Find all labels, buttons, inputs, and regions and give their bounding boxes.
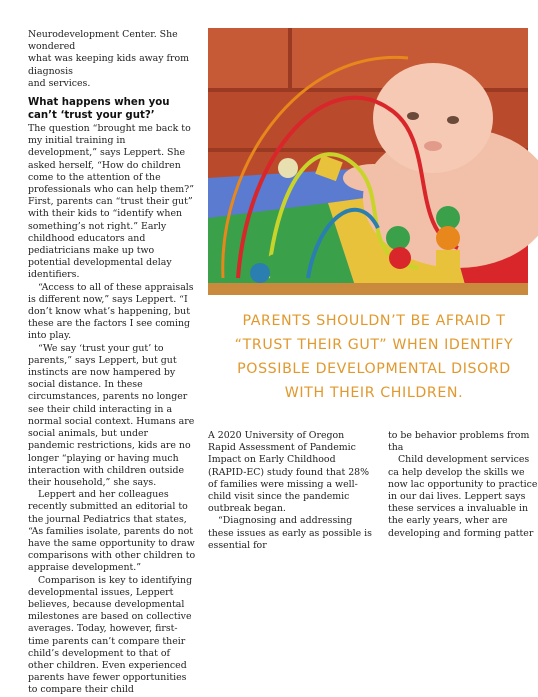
body-paragraph: “We say ‘trust your gut’ to parents,” says Leppert, but gut instincts are now hampered by social distance. In these circumstances, parents no longer see their child interacting in a normal social context. Humans are social animals, but under pandemic restrictions, kids are no longer “playing or having much interaction with children outside their household,” she says.	[28, 342, 195, 488]
body-paragraph: A 2020 University of Oregon Rapid Assessment of Pandemic Impact on Early Childhood (RAPID-EC) study found that 28% of families were missing a well-child visit since the pandemic outbreak began.	[208, 430, 370, 515]
article-photo	[208, 28, 528, 295]
right-text-column	[388, 430, 538, 540]
left-text-column	[28, 29, 196, 697]
body-paragraph: Leppert and her colleagues recently submitted an editorial to the journal Pediatrics that states, “As families isolate, parents do not have the same opportunity to draw comparisons with other children to appraise development.”	[28, 489, 196, 574]
pull-quote-line: POSSIBLE DEVELOPMENTAL DISORD	[237, 361, 511, 377]
intro-line-3: and services.	[28, 77, 91, 89]
body-paragraph: “Access to all of these appraisals is different now,” says Leppert. “I don’t know what’s happening, but these are the factors I see coming into play.	[28, 281, 194, 342]
body-paragraph: to be behavior problems from tha	[388, 430, 530, 454]
pull-quote-line: WITH THEIR CHILDREN.	[284, 385, 464, 401]
intro-line-1: Neurodevelopment Center. She wondered	[28, 29, 178, 53]
baby-with-bead-maze-illustration	[208, 28, 528, 295]
section-subheading: What happens when you can’t ‘trust your gut?’	[28, 97, 170, 121]
body-paragraph: Comparison is key to identifying developmental issues, Leppert believes, because developmental milestones are based on collective averages. Today, however, first-time parents can’t compare their child’s development to that of other children. Even experienced parents have fewer opportunities to compare their child	[28, 574, 193, 696]
middle-text-column	[208, 430, 373, 552]
body-paragraph: The question “brought me back to my initial training in development,” says Leppert. She asked herself, “How do children come to the attention of the professionals who can help them?” First, parents can “trust their gut” with their kids to “identify when something’s not right.” Early childhood educators and pediatricians make up two potential developmental delay identifiers.	[28, 123, 194, 281]
body-paragraph: “Diagnosing and addressing these issues as early as possible is essential for	[208, 515, 372, 551]
intro-line-2: what was keeping kids away from diagnosis	[28, 53, 190, 77]
pull-quote-line: PARENTS SHOULDN’T BE AFRAID T	[242, 313, 506, 329]
pull-quote-line: “TRUST THEIR GUT” WHEN IDENTIFY	[234, 337, 514, 353]
body-paragraph: Child development services ca help develop the skills we now lac opportunity to practice in our dai lives. Leppert says these services a invaluable in the early years, wher are developing and forming patter	[388, 454, 538, 539]
pull-quote	[214, 309, 534, 405]
